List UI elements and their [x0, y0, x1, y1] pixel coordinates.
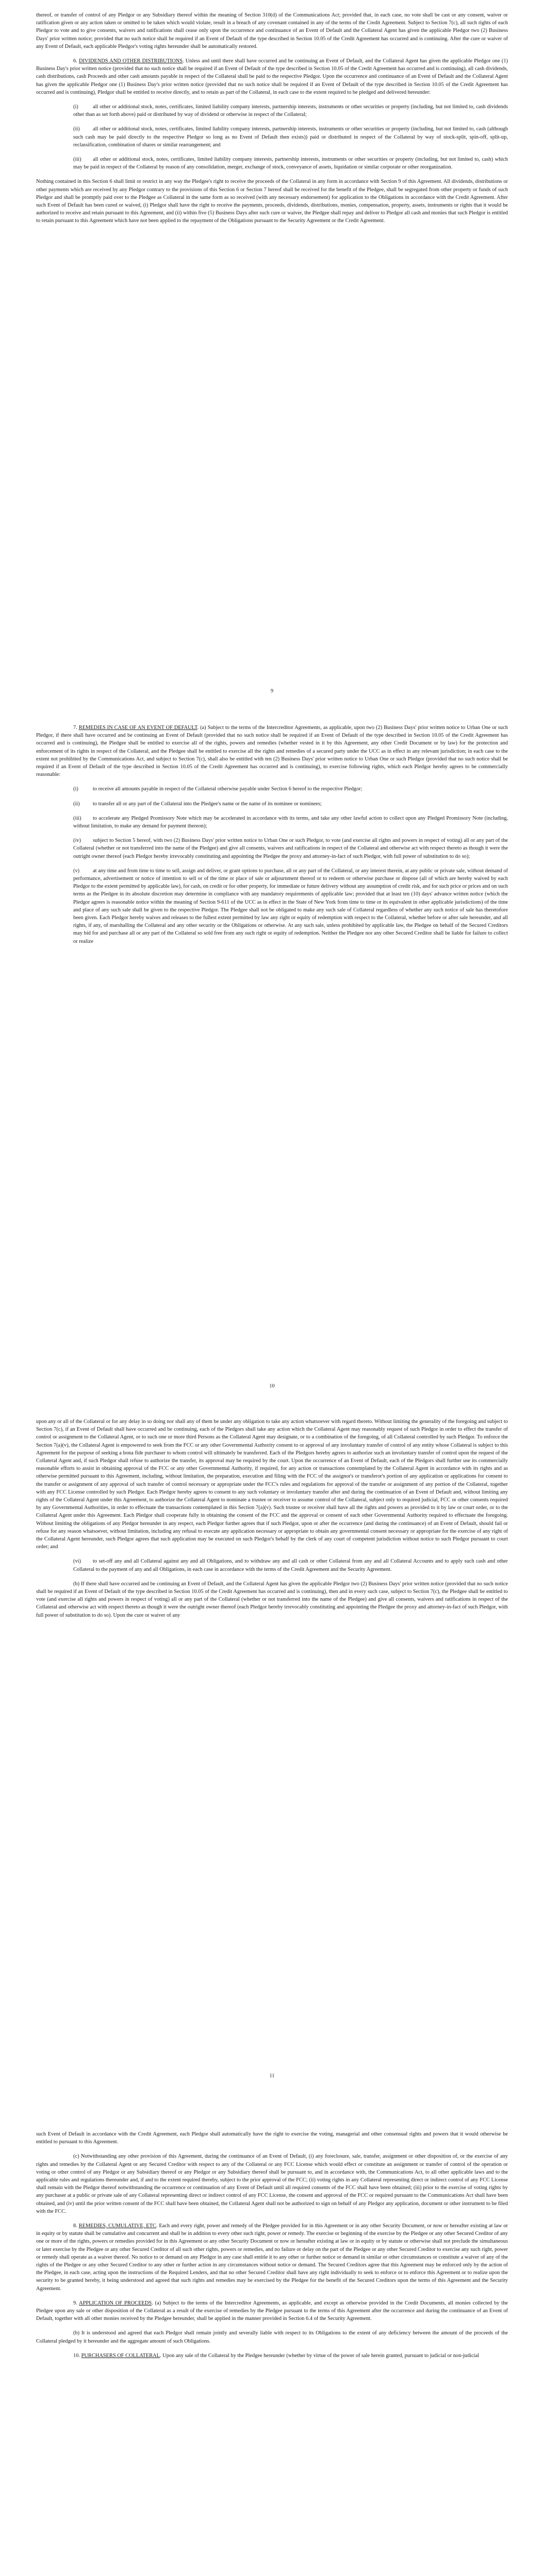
section-body: Each and every right, power and remedy of the Pledgee provided for in this Agreement or in any other Security Document, or now or hereafter existing at law or in equity or by statute shall be cumulative and concurrent and shall be in addition to every other such right, power or remedy. The exercise or beginning of the exercise by the Pledgee or any other Secured Creditor of any one or more of the rights, powers or remedies provided for in this Agreement or any other Security Document or now or hereafter existing at law or in equity or by statute or otherwise shall not preclude the simultaneous or later exercise by the Pledgee or any other Secured Creditor of all such other rights, powers or remedies, and no failure or delay on the part of the Pledgee or any other Secured Creditor to exercise any such right, power or remedy shall operate as a waiver thereof. No notice to or demand on any Pledgor in any case shall entitle it to any other or further notice or demand in similar or other circumstances or constitute a waiver of any of the rights of the Pledgee or any other Secured Creditor to any other or further action in any circumstances without notice or demand. The Secured Creditors agree that this Agreement may be enforced only by the action of the Pledgee, in each case, acting upon the instructions of the Required Lenders, and that no other Secured Creditor shall have any right individually to seek to enforce or to enforce this Agreement or to realize upon the security to be granted hereby, it being understood and agreed that such rights and remedies may be exercised by the Pledgee for the benefit of the Secured Creditors upon the terms of this Agreement and the Security Agreement. — [36, 2223, 508, 2292]
document-page-9 — [0, 0, 544, 703]
section-number: 9. — [73, 2300, 77, 2306]
sub-item-text: subject to Section 5 hereof, with two (2) Business Days' prior written notice to Urban One or such Pledgor, to vote (and exercise all rights and powers in respect of voting) all or any part of the Collateral (whether or not transferred into the name of the Pledgee) and give all consents, waivers and ratifications in respect of the Collateral and otherwise act with respect thereto as though it were the outright owner thereof (each Pledgor hereby irrevocably constituting and appointing the Pledgee the proxy and attorney-in-fact of such Pledgor, with full power of substitution to do so); — [73, 838, 508, 859]
section-body: (a) Subject to the terms of the Intercreditor Agreements, as applicable, upon two (2) Business Days' prior written notice to Urban One or such Pledgor, if there shall have occurred and be continuing an Event of Default (provided that no such notice shall be required if an Event of Default of the type described in Section 10.05 of the Credit Agreement has occurred and is continuing), the Pledgee shall be entitled to exercise all of the rights, powers and remedies (whether vested in it by this Agreement, any other Credit Document or by law) for the protection and enforcement of its rights in respect of the Collateral, and the Pledgee shall be entitled to exercise all the rights and remedies of a secured party under the UCC as in effect in any relevant jurisdiction; in each case to the extent not prohibited by the Communications Act, and subject to Section 7(c), shall also be entitled with ten (2) Business Days' prior written notice to Urban One or such Pledgor (provided that no such notice shall be required if an Event of Default of the type described in Section 10.05 of the Credit Agreement has occurred and is continuing), to exercise following rights, which each Pledgor hereby agrees to be commercially reasonable: — [36, 725, 508, 778]
sub-item-text: to transfer all or any part of the Collateral into the Pledgee's name or the name of its nominee or nominees; — [93, 801, 322, 807]
sub-item-text: to set-off any and all Collateral against any and all Obligations, and to withdraw any and all cash or other Collateral from any and all Collateral Accounts and to apply such cash and other Collateral to the payment of any and all Obligations, in each case in accordance with the terms of the Credit Agreement and the Security Agreement. — [73, 1558, 508, 1572]
sub-item-number: (iv) — [73, 838, 81, 844]
sub-item — [36, 103, 508, 118]
sub-item-number: (vi) — [73, 1558, 81, 1565]
sub-item-number: (ii) — [73, 126, 80, 132]
document-page-11 — [0, 1406, 544, 2110]
section-number: 8. — [73, 2223, 77, 2229]
sub-item-text: at any time and from time to time to sell, assign and deliver, or grant options to purchase, all or any part of the Collateral, or any interest therein, at any public or private sale, without demand of performance, advertisement or notice of intention to sell or of the time or place of sale or adjournment thereof or to redeem or otherwise purchase or dispose (all of which are hereby waived by each Pledgor to the extent permitted by applicable law), for cash, on credit or for other property, for immediate or future delivery without any assumption of credit risk, and for such price or prices and on such terms as the Pledgee in its absolute discretion may determine in compliance with any mandatory requirements of applicable law; provided that at least ten (10) days' advance written notice (which the Pledgor agrees is reasonable notice within the meaning of Section 9-611 of the UCC as in effect in the State of New York from time to time or its equivalent in other applicable jurisdictions) of the time and place of any such sale shall be given to the respective Pledgor. The Pledgee shall not be obligated to make any such sale of Collateral regardless of whether any such notice of sale has theretofore been given. Each Pledgor hereby waives and releases to the fullest extent permitted by law any right or equity of redemption with respect to the Collateral, whether before or after sale hereunder, and all rights, if any, of marshalling the Collateral and any other security or the Obligations or otherwise. At any such sale, unless prohibited by applicable law, the Pledgee on behalf of the Secured Creditors may bid for and purchase all or any part of the Collateral so sold free from any such right or equity of redemption. Neither the Pledgee nor any other Secured Creditor shall be liable for failure to collect or realize — [73, 868, 508, 944]
section-body: Unless and until there shall have occurred and be continuing an Event of Default, and the Collateral Agent has given the applicable Pledgor one (1) Business Day's prior written notice (provided that no such notice shall be required if an Event of Default of the type described in Section 10.05 of the Credit Agreement has occurred and is continuing), all cash dividends, cash distributions, cash Proceeds and other cash amounts payable in respect of the Collateral shall be paid to the respective Pledgor. Upon the occurrence and continuance of an Event of Default and the Collateral Agent has given the applicable Pledgor one (1) Business Day's prior written notice (provided that no such notice shall be required if an Event of Default of the type described in Section 10.05 of the Credit Agreement has occurred and is continuing), Pledgor shall be entitled to receive directly, and to retain as part of the Collateral, in each case to the extent required to be pledged and delivered hereunder: — [36, 58, 508, 95]
sub-item — [36, 125, 508, 149]
paragraph-continued: such Event of Default in accordance with the Credit Agreement, each Pledgor shall automatically have the right to exercise the voting, managerial and other consensual rights and powers that it would otherwise be entitled to pursuant to this Agreement. — [36, 2131, 508, 2145]
section-body: (a) Subject to the terms of the Intercreditor Agreements, as applicable, and except as otherwise provided in the Credit Documents, all monies collected by the Pledgee upon any sale or other disposition of the Collateral as a result of the exercise of remedies by the Pledgee pursuant to the terms of this Agreement after the occurrence and during the continuance of an Event of Default, together with all other monies received by the Pledgee hereunder, shall be applied in the manner provided in Section 6.4 of the Security Agreement. — [36, 2300, 508, 2322]
page-number: 11 — [269, 2073, 275, 2079]
sub-item-text: all other or additional stock, notes, certificates, limited liability company interests, partnership interests, instruments or other securities or property (including, but not limited to, cash) which may be paid in respect of the Collateral by reason of any consolidation, merger, exchange of stock, conveyance of assets, liquidation or similar corporate or other reorganization. — [73, 157, 508, 171]
section-6-paragraph: 6. DIVIDENDS AND OTHER DISTRIBUTIONS. Unless and until there shall have occurred and be continuing an Event of Default, and the Collateral Agent has given the applicable Pledgor one (1) Business Day's prior written notice (provided that no such notice shall be required if an Event of Default of the type described in Section 10.05 of the Credit Agreement has occurred and is continuing), all cash dividends, cash distributions, cash Proceeds and other cash amounts payable in respect of the Collateral shall be paid to the respective Pledgor. Upon the occurrence and continuance of an Event of Default and the Collateral Agent has given the applicable Pledgor one (1) Business Day's prior written notice (provided that no such notice shall be required if an Event of Default of the type described in Section 10.05 of the Credit Agreement has occurred and is continuing), Pledgor shall be entitled to receive directly, and to retain as part of the Collateral, in each case to the extent required to be pledged and delivered hereunder: — [36, 58, 508, 95]
sub-item-text: to accelerate any Pledged Promissory Note which may be accelerated in accordance with its terms, and take any other lawful action to collect upon any Pledged Promissory Note (including, without limitation, to make any demand for payment thereon); — [73, 815, 508, 829]
paragraph-section-6-proceeds: Nothing contained in this Section 6 shall limit or restrict in any way the Pledgee's right to receive the proceeds of the Collateral in any form in accordance with Section 9 of this Agreement. All dividends, distributions or other payments which are received by any Pledgor contrary to the provisions of this Section 6 or Section 7 hereof shall be received for the benefit of the Pledgee, shall be segregated from other property or funds of such Pledgor and shall be promptly paid over to the Pledgee as Collateral in the same form as so received (with any necessary endorsement) for application to the Obligations in accordance with the Credit Agreement. After such Event of Default has been cured or waived, (i) Pledgor shall have the right to receive the payments, proceeds, dividends, distributions, monies, compensation, property, assets, instruments or rights that it would be authorized to receive and retain pursuant to this Agreement, and (ii) within five (5) Business Days after such cure or waiver, the Pledgee shall repay and deliver to Pledgor all cash and monies that such Pledgor is entitled to retain pursuant to this Agreement which have not been applied to the repayment of the Obligations pursuant to the Security Agreement or the Credit Agreement. — [36, 179, 508, 224]
document-page-10 — [0, 703, 544, 1406]
section-title: DIVIDENDS AND OTHER DISTRIBUTIONS — [78, 58, 183, 64]
sub-item-text: all other or additional stock, notes, certificates, limited liability company interests, partnership interests, instruments or other securities or property (including, but not limited to, cash dividends other than as set forth above) paid or distributed by way of dividend or otherwise in respect of the Collateral; — [73, 104, 508, 118]
section-number: 7. — [73, 725, 77, 731]
document-page-12 — [0, 2110, 544, 2576]
section-number: 10. — [73, 2352, 80, 2359]
section-title: PURCHASERS OF COLLATERAL — [81, 2352, 160, 2359]
section-7-paragraph: 7. REMEDIES IN CASE OF AN EVENT OF DEFAULT. (a) Subject to the terms of the Intercreditor Agreements, as applicable, upon two (2) Business Days' prior written notice to Urban One or such Pledgor, if there shall have occurred and be continuing an Event of Default (provided that no such notice shall be required if an Event of Default of the type described in Section 10.05 of the Credit Agreement has occurred and is continuing), the Pledgee shall be entitled to exercise all of the rights, powers and remedies (whether vested in it by this Agreement, any other Credit Document or by law) for the protection and enforcement of its rights in respect of the Collateral, and the Pledgee shall be entitled to exercise all the rights and remedies of a secured party under the UCC as in effect in any relevant jurisdiction; in each case to the extent not prohibited by the Communications Act, and subject to Section 7(c), shall also be entitled with ten (2) Business Days' prior written notice to Urban One or such Pledgor (provided that no such notice shall be required if an Event of Default of the type described in Section 10.05 of the Credit Agreement has occurred and is continuing), to exercise following rights, which each Pledgor hereby agrees to be commercially reasonable: — [36, 725, 508, 778]
section-number: 6. — [73, 58, 77, 64]
sub-item — [36, 837, 508, 860]
section-title: APPLICATION OF PROCEEDS — [79, 2300, 152, 2306]
paragraph-7b: (b) If there shall have occurred and be continuing an Event of Default, and the Collateral Agent has given the applicable Pledgor two (2) Business Days' prior written notice (provided that no such notice shall be required if an Event of Default of the type described in Section 10.05 of the Credit Agreement has occurred and is continuing), then and in every such case, subject to Section 7(c), the Pledgee shall be entitled to vote (and exercise all rights and powers in respect of voting) all or any part of the Collateral (whether or not transferred into the name of the Pledgee) and give all consents, waivers and ratifications in respect of the Collateral and otherwise act with respect thereto as though it were the outright owner thereof (each Pledgor hereby irrevocably constituting and appointing the Pledgee the proxy and attorney-in-fact of such Pledgor, with full power of substitution to do so). Upon the cure or waiver of any — [36, 1581, 508, 1618]
section-body: Upon any sale of the Collateral by the Pledgee hereunder (whether by virtue of the power of sale herein granted, pursuant to judicial or non-judicial — [162, 2352, 479, 2359]
paragraph-voting-rights: thereof, or transfer of control of any Pledgor or any Subsidiary thereof within the meaning of Section 310(d) of the Communications Act; provided that, in each case, no vote shall be cast or any consent, waiver or ratification given or any action taken or omitted to be taken which would violate, result in a breach of any covenant contained in any of the terms of the Credit Agreement. Subject to Section 7(c), all such rights of each Pledgor to vote and to give consents, waivers and ratifications shall cease only upon the occurrence and continuance of an Event of Default and the Collateral Agent has given the applicable Pledgor two (2) Business Days' prior written notice; provided that no such notice shall be required if an Event of Default of the type described in Section 10.05 of the Credit Agreement has occurred and is continuing. After the cure or waiver of any Event of Default, each applicable Pledgor's voting rights hereunder shall be automatically restored. — [36, 12, 508, 49]
sub-item — [36, 1557, 508, 1573]
sub-item — [36, 815, 508, 830]
sub-item-number: (iii) — [73, 815, 81, 821]
page-number: 10 — [269, 1383, 275, 1389]
sub-item — [36, 785, 508, 793]
section-10-paragraph: 10. PURCHASERS OF COLLATERAL. Upon any sale of the Collateral by the Pledgee hereunder (whether by virtue of the power of sale herein granted, pursuant to judicial or non-judicial — [73, 2352, 479, 2359]
paragraph-continued: upon any or all of the Collateral or for any delay in so doing nor shall any of them be under any obligation to take any action whatsoever with regard thereto. Without limiting the generality of the foregoing and subject to Section 7(c), if an Event of Default shall have occurred and be continuing, each of the Pledgors shall take any action which the Collateral Agent may reasonably request of such Pledgor in order to effect the transfer of control or assignment to the Collateral Agent, or to such one or more third Persons as the Collateral Agent may designate, or to a combination of the foregoing, of all Collateral controlled by such Pledgor. To enforce the Section 7(a)(v), the Collateral Agent is empowered to seek from the FCC or any other Governmental Authority consent to or approval of any involuntary transfer of control of any entity whose Collateral is subject to this Agreement for the purpose of seeking a bona fide purchaser to whom control will ultimately be transferred. Each of the Pledgors hereby agrees to authorize such an involuntary transfer of control upon the request of the Collateral Agent and, if such Pledgor shall refuse to authorize the transfer, its approval may be required by the court. Upon the occurrence of an Event of Default, each of the Pledgors shall further use its commercially reasonable efforts to assist in obtaining approval of the FCC or any other Governmental Authority, if required, for any action or transactions contemplated by the Collateral Agent in accordance with its rights and as otherwise permitted pursuant to this Agreement, including, without limitation, the preparation, execution and filing with the FCC of the assignor's or transferor's portion of any application or applications for consent to the transfer or assignment of any approval of such transfer of control necessary or appropriate under the FCC's rules and regulations for approval of the transfer or assignment of any portion of the Collateral, together with any FCC License controlled by such Pledgor. Each Pledgor hereby agrees to consent to any such voluntary or involuntary transfer after and during the continuation of an Event of Default and, without limiting any rights of the Collateral Agent under this Agreement, to authorize the Collateral Agent to nominate a trustee or receiver to assume control of the Collateral, subject only to required judicial, FCC or other consents required by any Governmental Authorities, in order to effectuate the transactions contemplated in this Section 7(a)(v). Such trustee or receiver shall have all the rights and powers as provided to it by law or court order, or to the Collateral Agent under this Agreement. Each Pledgor shall cooperate fully in obtaining the consent of the FCC and the approval or consent of each other Governmental Authority required to effectuate the foregoing. Without limiting the obligations of any Pledgor hereunder in any respect, each Pledgor further agrees that if such Pledgor, upon or after the occurrence (and during the continuance) of an Event of Default, should fail or refuse for any reason whatsoever, without limitation, including any refusal to execute any application necessary or appropriate to obtain any governmental consent necessary or appropriate for the exercise of any right of the Collateral Agent hereunder, such Pledgor agrees that such application may be executed on such Pledgor's behalf by the clerk of any court of competent jurisdiction without notice to such Pledgor pursuant to court order; and — [36, 1419, 508, 1550]
sub-item-text: all other or additional stock, notes, certificates, limited liability company interests, partnership interests, instruments or other securities or property (including, but not limited to, cash (although such cash may be paid directly to the respective Pledgor so long as no Event of Default then exists)) paid or distributed in respect of the Collateral by way of stock-split, spin-off, split-up, reclassification, combination of shares or similar rearrangement; and — [73, 126, 508, 148]
section-8-paragraph: 8. REMEDIES, CUMULATIVE, ETC. Each and every right, power and remedy of the Pledgee provided for in this Agreement or in any other Security Document, or now or hereafter existing at law or in equity or by statute shall be cumulative and concurrent and shall be in addition to every other such right, power or remedy. The exercise or beginning of the exercise by the Pledgee or any other Secured Creditor of any one or more of the rights, powers or remedies provided for in this Agreement or any other Security Document or now or hereafter existing at law or in equity or by statute or otherwise shall not preclude the simultaneous or later exercise by the Pledgee or any other Secured Creditor of all such other rights, powers or remedies, and no failure or delay on the part of the Pledgee or any other Secured Creditor to exercise any such right, power or remedy shall operate as a waiver thereof. No notice to or demand on any Pledgor in any case shall entitle it to any other or further notice or demand in similar or other circumstances or constitute a waiver of any of the rights of the Pledgee or any other Secured Creditor to any other or further action in any circumstances without notice or demand. The Secured Creditors agree that this Agreement may be enforced only by the action of the Pledgee, in each case, acting upon the instructions of the Required Lenders, and that no other Secured Creditor shall have any right individually to seek to enforce or to enforce this Agreement or to realize upon the security to be granted hereby, it being understood and agreed that such rights and remedies may be exercised by the Pledgee for the benefit of the Secured Creditors upon the terms of this Agreement and the Security Agreement. — [36, 2223, 508, 2292]
sub-item-number: (i) — [73, 104, 78, 110]
sub-item — [36, 867, 508, 945]
sub-item — [36, 156, 508, 171]
sub-item-number: (i) — [73, 786, 78, 792]
section-title: REMEDIES, CUMULATIVE, ETC — [78, 2223, 156, 2229]
paragraph-7c: (c) Notwithstanding any other provision of this Agreement, during the continuance of an Event of Default, (i) any foreclosure, sale, transfer, assignment or other disposition of, or the exercise of any rights and remedies by the Collateral Agent or any Secured Creditor with respect to any of the Collateral or any FCC License which would effect or constitute an assignment or transfer of control of the operation or voting or other control of any Pledgor or any Subsidiary thereof or any Pledgor or any Subsidiary thereof shall be pursuant to, and in accordance with, the Communications Act, to all other applicable laws and to the applicable rules and regulations thereunder and, if and to the extent required thereby, subject to the prior approval of the FCC; (ii) voting rights in any Collateral representing direct or indirect control of any FCC License shall remain with the Pledgor thereof notwithstanding the occurrence or continuation of any Event of Default until all required consents of the FCC shall have been obtained; (iii) prior to the exercise of voting rights by any purchaser at a public or private sale of any Collateral representing direct or indirect control of any FCC License, the consent and approval of the FCC or required pursuant to the Communications Act shall have been obtained, and (iv) until the prior written consent of the FCC shall have been obtained, the Collateral Agent shall not be authorized to sign on behalf of any Pledgor any application, document or other instrument to be filed with the FCC. — [36, 2154, 508, 2214]
paragraph-9b: (b) It is understood and agreed that each Pledgor shall remain jointly and severally liable with respect to its Obligations to the extent of any deficiency between the amount of the proceeds of the Collateral pledged by it hereunder and the aggregate amount of such Obligations. — [36, 2330, 508, 2344]
sub-item-number: (v) — [73, 868, 80, 874]
section-9-paragraph: 9. APPLICATION OF PROCEEDS. (a) Subject to the terms of the Intercreditor Agreements, as applicable, and except as otherwise provided in the Credit Documents, all monies collected by the Pledgee upon any sale or other disposition of the Collateral as a result of the exercise of remedies by the Pledgee pursuant to the terms of this Agreement after the occurrence and during the continuance of an Event of Default, together with all other monies received by the Pledgee hereunder, shall be applied in the manner provided in Section 6.4 of the Security Agreement. — [36, 2300, 508, 2322]
sub-item-number: (iii) — [73, 157, 81, 163]
sub-item-text: to receive all amounts payable in respect of the Collateral otherwise payable under Section 6 hereof to the respective Pledgor; — [93, 786, 362, 792]
page-number: 9 — [270, 688, 274, 694]
sub-item-number: (ii) — [73, 801, 80, 807]
section-title: REMEDIES IN CASE OF AN EVENT OF DEFAULT — [78, 725, 197, 731]
sub-item — [36, 800, 508, 808]
